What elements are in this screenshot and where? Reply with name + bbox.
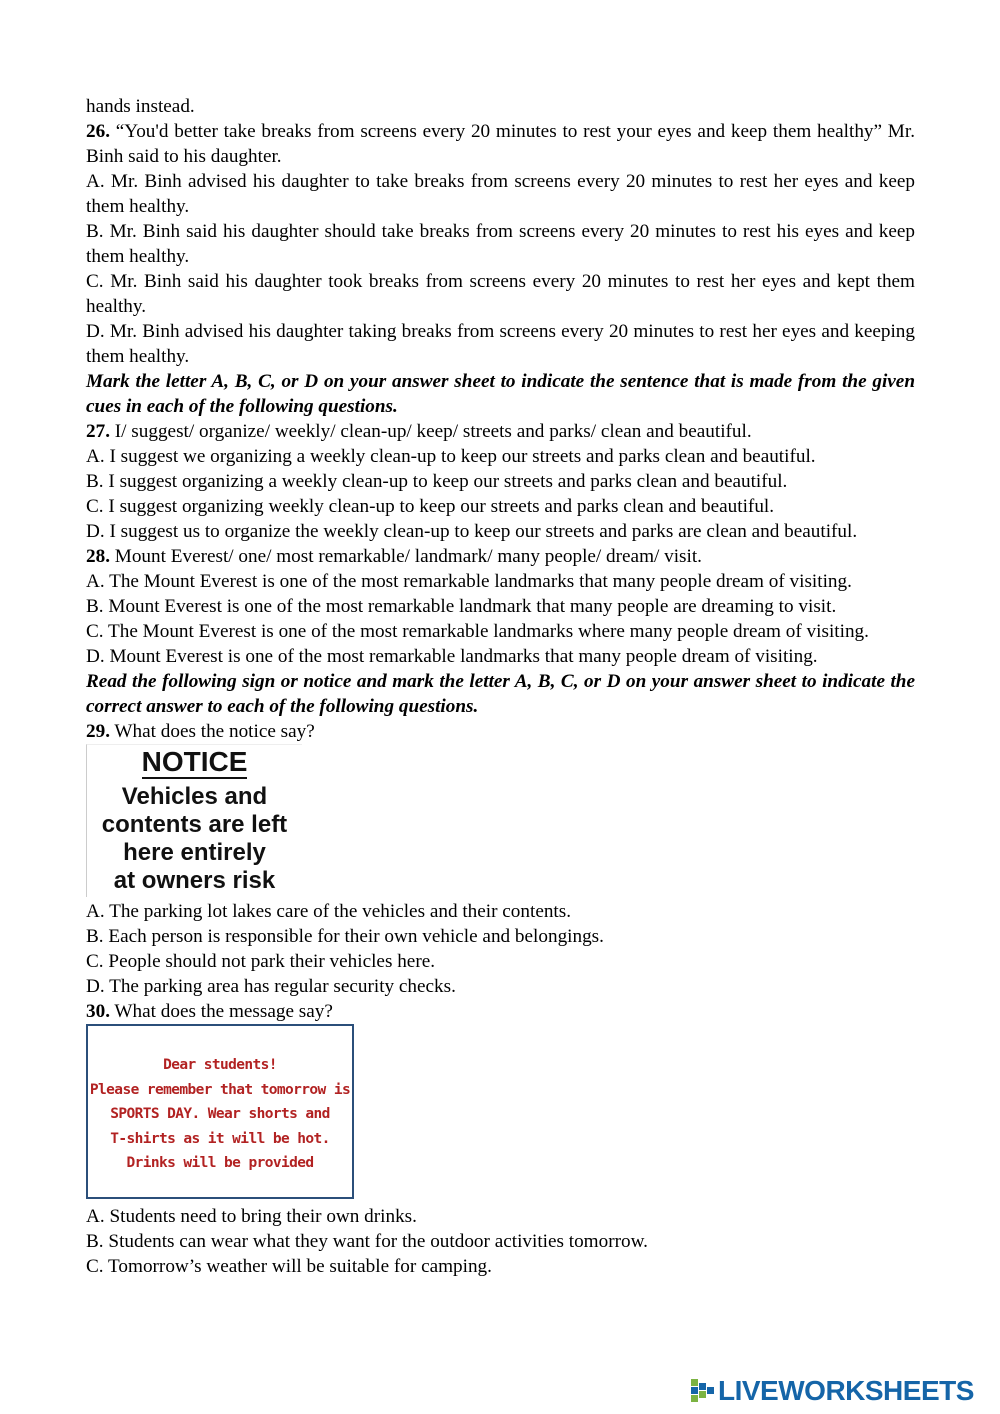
message-text xyxy=(90,1053,350,1176)
instruction-sign-notice: Read the following sign or notice and mark the letter A, B, C, or D on your answer sheet to indicate the correct answer to each of the following questions. xyxy=(86,671,915,717)
question-text: What does the notice say? xyxy=(109,721,315,742)
question-27 xyxy=(86,419,915,444)
option-29-d[interactable]: D. The parking area has regular security checks. xyxy=(86,976,456,997)
message-line: Please remember that tomorrow is xyxy=(89,1081,351,1098)
parking-notice-sign xyxy=(86,744,302,897)
option-26-d[interactable]: D. Mr. Binh advised his daughter taking breaks from screens every 20 minutes to rest her eyes and keeping them healthy. xyxy=(86,321,915,367)
question-number: 28. xyxy=(86,546,110,567)
option-30-c[interactable]: C. Tomorrow’s weather will be suitable for camping. xyxy=(86,1256,492,1277)
question-text: What does the message say? xyxy=(109,1001,333,1022)
option-27-d[interactable]: D. I suggest us to organize the weekly clean-up to keep our streets and parks are clean and beautiful. xyxy=(86,521,858,542)
option-29-b[interactable]: B. Each person is responsible for their own vehicle and belongings. xyxy=(86,926,604,947)
notice-line: Vehicles and xyxy=(121,783,268,810)
notice-body xyxy=(87,783,302,895)
question-number: 29. xyxy=(86,721,110,742)
notice-line: at owners risk xyxy=(113,867,276,894)
option-28-a[interactable]: A. The Mount Everest is one of the most remarkable landmarks that many people dream of visiting. xyxy=(86,571,852,592)
option-27-a[interactable]: A. I suggest we organizing a weekly clean-up to keep our streets and parks clean and beautiful. xyxy=(86,446,816,467)
option-30-a[interactable]: A. Students need to bring their own drinks. xyxy=(86,1206,417,1227)
liveworksheets-logo[interactable] xyxy=(690,1374,974,1408)
question-number: 30. xyxy=(86,1001,110,1022)
option-26-c[interactable]: C. Mr. Binh said his daughter took breaks from screens every 20 minutes to rest her eyes and kept them healthy. xyxy=(86,271,915,317)
question-text: I/ suggest/ organize/ weekly/ clean-up/ keep/ streets and parks/ clean and beautiful. xyxy=(109,421,752,442)
message-line: T-shirts as it will be hot. xyxy=(110,1130,330,1147)
worksheet-page xyxy=(86,94,915,1279)
question-text: “You'd better take breaks from screens every 20 minutes to rest your eyes and keep them healthy” Mr. Binh said to his daughter. xyxy=(86,121,915,167)
notice-line: here entirely xyxy=(123,839,266,866)
option-28-b[interactable]: B. Mount Everest is one of the most remarkable landmark that many people are dreaming to visit. xyxy=(86,596,837,617)
question-30 xyxy=(86,999,915,1024)
message-line: SPORTS DAY. Wear shorts and xyxy=(110,1106,330,1123)
option-27-b[interactable]: B. I suggest organizing a weekly clean-up to keep our streets and parks clean and beautiful. xyxy=(86,471,788,492)
question-number: 27. xyxy=(86,421,110,442)
question-text: Mount Everest/ one/ most remarkable/ landmark/ many people/ dream/ visit. xyxy=(109,546,702,567)
question-29 xyxy=(86,719,915,744)
option-28-d[interactable]: D. Mount Everest is one of the most remarkable landmarks that many people dream of visiting. xyxy=(86,646,818,667)
option-29-a[interactable]: A. The parking lot lakes care of the vehicles and their contents. xyxy=(86,901,572,922)
liveworksheets-logo-icon xyxy=(690,1377,716,1405)
question-28 xyxy=(86,544,915,569)
sports-day-message xyxy=(86,1024,354,1199)
question-number: 26. xyxy=(86,121,110,142)
option-27-c[interactable]: C. I suggest organizing weekly clean-up to keep our streets and parks clean and beautiful. xyxy=(86,496,775,517)
message-line: Dear students! xyxy=(163,1057,277,1074)
instruction-sentence-cues: Mark the letter A, B, C, or D on your answer sheet to indicate the sentence that is made from the given cues in each of the following questions. xyxy=(86,371,915,417)
message-line: Drinks will be provided xyxy=(126,1155,314,1172)
question-26 xyxy=(86,119,915,169)
option-29-c[interactable]: C. People should not park their vehicles here. xyxy=(86,951,436,972)
option-30-b[interactable]: B. Students can wear what they want for the outdoor activities tomorrow. xyxy=(86,1231,648,1252)
option-26-b[interactable]: B. Mr. Binh said his daughter should take breaks from screens every 20 minutes to rest his eyes and keep them healthy. xyxy=(86,221,915,267)
logo-text: LIVEWORKSHEETS xyxy=(718,1375,974,1406)
option-26-a[interactable]: A. Mr. Binh advised his daughter to take breaks from screens every 20 minutes to rest her eyes and keep them healthy. xyxy=(86,171,915,217)
intro-line: hands instead. xyxy=(86,96,195,117)
notice-title: NOTICE xyxy=(141,746,248,777)
notice-line: contents are left xyxy=(101,811,288,838)
option-28-c[interactable]: C. The Mount Everest is one of the most remarkable landmarks where many people dream of visiting. xyxy=(86,621,869,642)
